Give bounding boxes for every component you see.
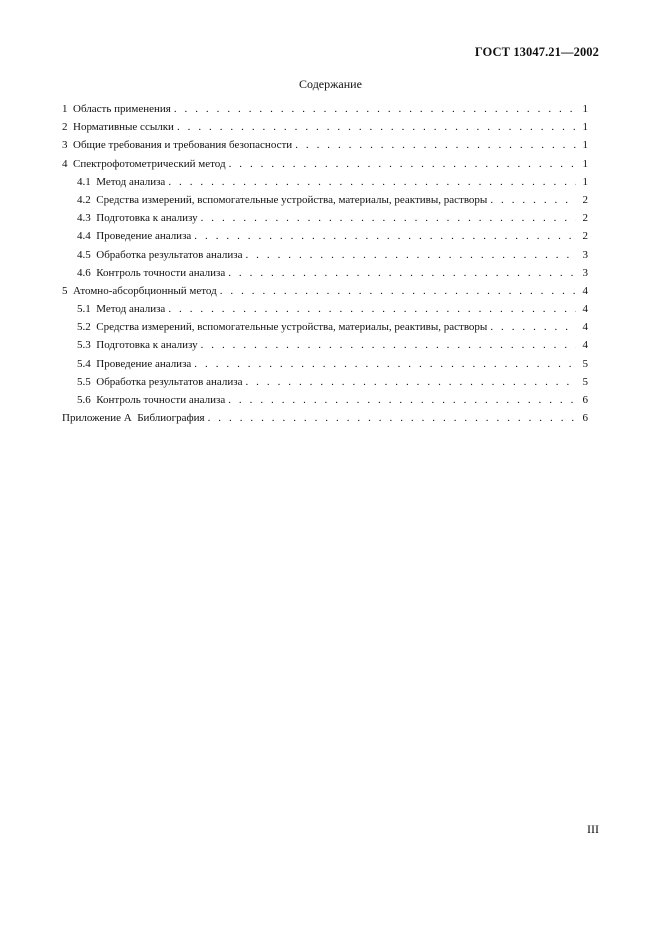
toc-entry-number: 5.1 [77, 303, 91, 316]
toc-dot-leader [490, 321, 576, 333]
toc-entry-label [77, 394, 228, 406]
page-number: III [587, 822, 599, 836]
toc-entry-label [77, 358, 194, 370]
toc-entry-number: 4.3 [77, 212, 91, 225]
toc-entry-page: 4 [582, 303, 588, 316]
table-of-contents [62, 103, 588, 430]
toc-dot-leader [168, 176, 576, 188]
toc-entry-number: Приложение А [62, 412, 132, 425]
toc-entry-title: Средства измерений, вспомогательные устройства, материалы, реактивы, растворы [96, 193, 488, 206]
toc-entry-page: 1 [582, 121, 588, 134]
toc-dot-leader [245, 376, 576, 388]
toc-entry-number: 4.6 [77, 266, 91, 279]
toc-entry-number: 5.5 [77, 375, 91, 388]
toc-entry-title: Общие требования и требования безопасности [73, 139, 293, 152]
toc-entry[interactable] [62, 321, 588, 339]
toc-entry-page: 1 [582, 157, 588, 170]
toc-entry-number: 1 [62, 103, 68, 115]
toc-entry-title: Метод анализа [96, 175, 166, 188]
toc-entry[interactable] [62, 176, 588, 194]
toc-entry-label [77, 376, 245, 388]
toc-dot-leader [490, 194, 576, 206]
toc-entry[interactable] [62, 339, 588, 357]
toc-entry-label [77, 194, 490, 206]
toc-entry-number: 5 [62, 284, 68, 297]
toc-dot-leader [168, 303, 576, 315]
toc-entry-title: Подготовка к анализу [96, 339, 198, 352]
toc-entry-label [62, 121, 177, 133]
toc-entry[interactable] [62, 285, 588, 303]
toc-entry-number: 4 [62, 157, 68, 170]
toc-dot-leader [201, 212, 576, 224]
toc-entry-title: Область применения [73, 103, 171, 115]
toc-entry-page: 4 [582, 321, 588, 334]
toc-entry-page: 3 [582, 248, 588, 261]
toc-entry-title: Атомно-абсорбционный метод [73, 284, 217, 297]
toc-entry-title: Средства измерений, вспомогательные устройства, материалы, реактивы, растворы [96, 321, 488, 334]
toc-entry-page: 2 [582, 230, 588, 243]
toc-dot-leader [194, 230, 576, 242]
toc-entry-label [62, 103, 174, 115]
toc-entry[interactable] [62, 303, 588, 321]
toc-dot-leader [295, 139, 576, 151]
toc-entry-number: 3 [62, 139, 68, 152]
toc-entry[interactable] [62, 121, 588, 139]
toc-entry-title: Контроль точности анализа [96, 266, 226, 279]
toc-entry-page: 2 [582, 193, 588, 206]
toc-entry-label [77, 176, 168, 188]
toc-entry-number: 5.4 [77, 357, 91, 370]
toc-entry[interactable] [62, 394, 588, 412]
toc-dot-leader [208, 412, 576, 424]
toc-entry-title: Метод анализа [96, 303, 166, 316]
toc-dot-leader [245, 249, 576, 261]
toc-entry-label [62, 285, 220, 297]
toc-entry-page: 3 [582, 266, 588, 279]
toc-entry[interactable] [62, 358, 588, 376]
toc-entry[interactable] [62, 230, 588, 248]
toc-entry-number: 4.4 [77, 230, 91, 243]
toc-entry-number: 2 [62, 121, 68, 134]
toc-entry-page: 6 [582, 394, 588, 406]
toc-entry-title: Проведение анализа [96, 230, 192, 243]
toc-entry-title: Подготовка к анализу [96, 212, 198, 225]
toc-entry[interactable] [62, 376, 588, 394]
toc-entry-number: 4.5 [77, 248, 91, 261]
toc-entry-page: 5 [582, 375, 588, 388]
toc-dot-leader [229, 158, 576, 170]
toc-dot-leader [228, 267, 576, 279]
toc-entry-title: Обработка результатов анализа [96, 375, 243, 388]
page-title: Содержание [299, 77, 362, 91]
toc-entry-label [77, 230, 194, 242]
toc-entry-page: 4 [582, 339, 588, 352]
toc-entry-page: 5 [582, 357, 588, 370]
toc-entry-label [77, 339, 201, 351]
toc-dot-leader [201, 339, 576, 351]
toc-entry[interactable] [62, 194, 588, 212]
toc-entry-label [62, 139, 295, 151]
toc-dot-leader [228, 394, 576, 406]
toc-entry-page: 4 [582, 284, 588, 297]
toc-entry-title: Контроль точности анализа [96, 394, 226, 406]
toc-entry-page: 1 [582, 139, 588, 152]
toc-entry-number: 4.1 [77, 175, 91, 188]
document-standard-header: ГОСТ 13047.21—2002 [474, 45, 599, 59]
toc-entry-label [77, 212, 201, 224]
toc-entry[interactable] [62, 249, 588, 267]
toc-entry[interactable] [62, 103, 588, 121]
toc-entry-title: Нормативные ссылки [73, 121, 174, 134]
toc-entry-label [77, 303, 168, 315]
toc-entry-number: 4.2 [77, 193, 91, 206]
toc-entry-number: 5.3 [77, 339, 91, 352]
toc-entry-page: 2 [582, 212, 588, 225]
toc-entry-label [77, 267, 228, 279]
toc-dot-leader [177, 121, 576, 133]
toc-entry[interactable] [62, 412, 588, 430]
toc-entry-number: 5.2 [77, 321, 91, 334]
toc-entry[interactable] [62, 158, 588, 176]
toc-entry-label [77, 249, 245, 261]
toc-entry-title: Обработка результатов анализа [96, 248, 243, 261]
toc-entry-title: Спектрофотометрический метод [73, 157, 226, 170]
toc-entry-page: 1 [582, 103, 588, 115]
toc-entry-page: 6 [582, 412, 588, 425]
toc-entry-label [62, 158, 229, 170]
toc-entry[interactable] [62, 212, 588, 230]
toc-dot-leader [194, 358, 576, 370]
toc-entry-number: 5.6 [77, 394, 91, 406]
toc-entry-title: Библиография [137, 412, 205, 425]
toc-entry-page: 1 [582, 175, 588, 188]
toc-entry-label [62, 412, 208, 424]
toc-dot-leader [220, 285, 576, 297]
toc-entry[interactable] [62, 267, 588, 285]
toc-entry-label [77, 321, 490, 333]
toc-entry[interactable] [62, 139, 588, 157]
toc-entry-title: Проведение анализа [96, 357, 192, 370]
toc-dot-leader [174, 103, 576, 115]
